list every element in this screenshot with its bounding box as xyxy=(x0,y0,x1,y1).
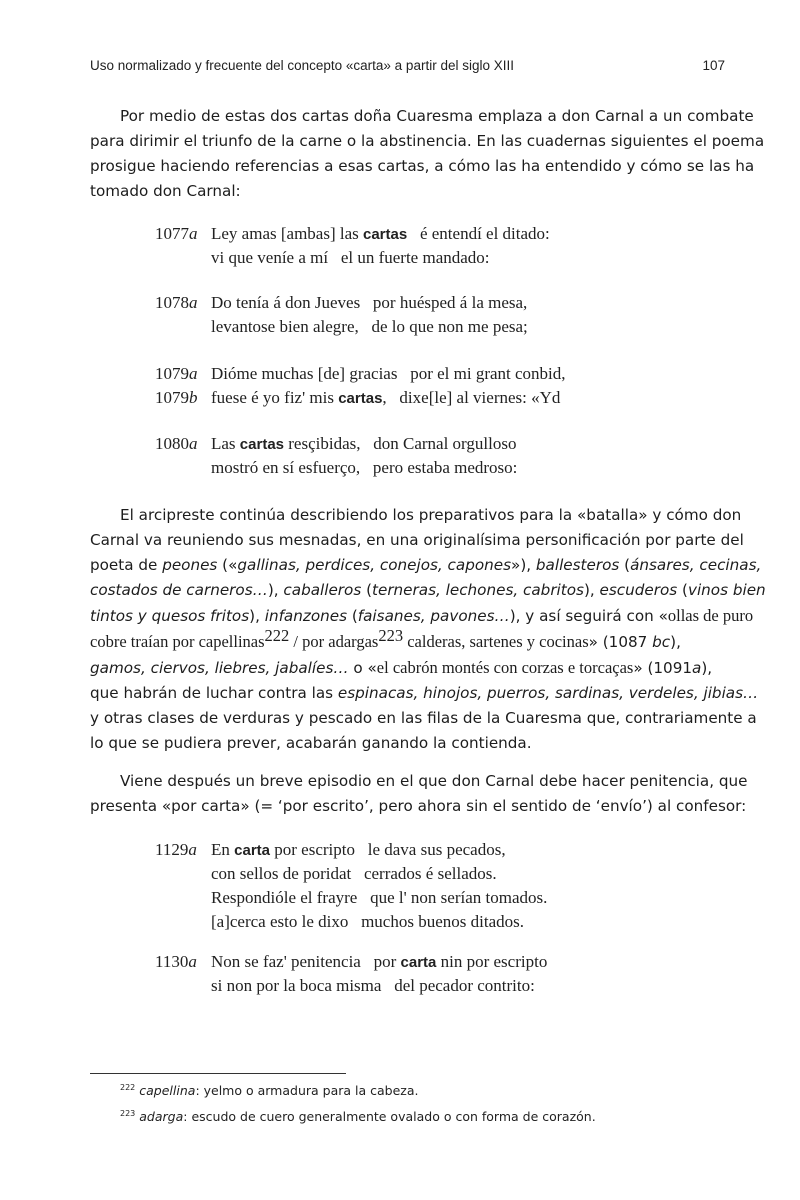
verse-keyword: cartas xyxy=(363,226,408,243)
verse-line: con sellos de poridat cerrados é sellados. xyxy=(211,864,497,883)
verse-1079 xyxy=(155,362,566,410)
footnote-222 xyxy=(120,1083,418,1098)
verse-keyword: cartas xyxy=(239,436,284,453)
footnote-divider xyxy=(90,1073,346,1074)
verse-line: Ley amas [ambas] las xyxy=(211,224,363,243)
footnote-223 xyxy=(120,1109,596,1124)
verse-line: Las xyxy=(211,434,240,453)
verse-1077 xyxy=(155,222,550,270)
footnote-term: adarga xyxy=(139,1109,184,1124)
verse-1129 xyxy=(155,838,547,934)
verse-number: 1078a xyxy=(155,293,198,312)
verse-number: 1080a xyxy=(155,434,198,453)
paragraph-line: que habrán de luchar contra las espinacas, hinojos, puerros, sardinas, verdeles, jibias… xyxy=(90,684,759,702)
footnote-number: 222 xyxy=(120,1082,136,1092)
verse-1130 xyxy=(155,950,547,998)
verse-line: nin por escripto xyxy=(436,952,548,971)
running-head xyxy=(90,58,725,78)
footnote-term: capellina xyxy=(139,1083,196,1098)
verse-line: , dixe[le] al viernes: «Yd xyxy=(382,388,561,407)
verse-number: 1079b xyxy=(155,388,198,407)
paragraph-line: prosigue haciendo referencias a esas cartas, a cómo las ha entendido y cómo se las ha xyxy=(90,157,755,175)
paragraph-line: Por medio de estas dos cartas doña Cuaresma emplaza a don Carnal a un combate xyxy=(120,107,754,125)
verse-keyword: carta xyxy=(400,954,437,971)
verse-line: resçibidas, don Carnal orgulloso xyxy=(284,434,517,453)
verse-number: 1130a xyxy=(155,952,197,971)
paragraph-3 xyxy=(90,769,748,819)
paragraph-line: Viene después un breve episodio en el que don Carnal debe hacer penitencia, que xyxy=(120,772,748,790)
paragraph-line: cobre traían por capellinas$^{222}$ / por adargas$^{223}$ calderas, sartenes y cocinas» (1087 bc), xyxy=(90,625,681,651)
verse-line: En xyxy=(211,840,235,859)
paragraph-line: y otras clases de verduras y pescado en las filas de la Cuaresma que, contrariamente a xyxy=(90,709,757,727)
paragraph-line: tintos y quesos fritos), infanzones (faisanes, pavones…), y así seguirá con «ollas de puro xyxy=(90,606,754,625)
verse-line: Dióme muchas [de] gracias por el mi grant conbid, xyxy=(211,364,566,383)
verse-line: levantose bien alegre, de lo que non me pesa; xyxy=(211,317,528,336)
verse-line: Non se faz' penitencia por xyxy=(211,952,401,971)
verse-keyword: carta xyxy=(234,842,270,859)
verse-line: Respondióle el frayre que l' non serían tomados. xyxy=(211,888,548,907)
verse-1078 xyxy=(155,291,528,339)
footnote-number: 223 xyxy=(120,1108,136,1118)
verse-number: 1129a xyxy=(155,840,197,859)
verse-1080 xyxy=(155,432,517,480)
verse-line: [a]cerca esto le dixo muchos buenos ditados. xyxy=(211,912,524,931)
footnote-text: : yelmo o armadura para la cabeza. xyxy=(195,1083,419,1098)
paragraph-line: El arcipreste continúa describiendo los preparativos para la «batalla» y cómo don xyxy=(120,506,742,524)
verse-line: por escripto le dava sus pecados, xyxy=(270,840,506,859)
page-number: 107 xyxy=(702,58,725,73)
paragraph-line: Carnal va reuniendo sus mesnadas, en una originalísima personificación por parte del xyxy=(90,531,744,549)
verse-line: é entendí el ditado: xyxy=(407,224,550,243)
paragraph-line: tomado don Carnal: xyxy=(90,182,241,200)
paragraph-1 xyxy=(90,104,765,204)
verse-keyword: cartas xyxy=(338,390,383,407)
verse-line: mostró en sí esfuerço, pero estaba medroso: xyxy=(211,458,518,477)
verse-line: fuese é yo fiz' mis xyxy=(211,388,339,407)
footnote-ref: 222 xyxy=(264,625,290,645)
verse-line: si non por la boca misma del pecador contrito: xyxy=(211,976,535,995)
footnote-ref: 223 xyxy=(378,625,404,645)
paragraph-line: presenta «por carta» (= ‘por escrito’, pero ahora sin el sentido de ‘envío’) al confesor: xyxy=(90,797,747,815)
verse-number: 1079a xyxy=(155,364,198,383)
verse-line: Do tenía á don Jueves por huésped á la mesa, xyxy=(211,293,528,312)
verse-number: 1077a xyxy=(155,224,198,243)
verse-line: vi que veníe a mí el un fuerte mandado: xyxy=(211,248,490,267)
running-title: Uso normalizado y frecuente del concepto «carta» a partir del siglo XIII xyxy=(90,58,514,73)
paragraph-2 xyxy=(90,503,766,756)
paragraph-line: lo que se pudiera prever, acabarán ganando la contienda. xyxy=(90,734,532,752)
footnote-text: : escudo de cuero generalmente ovalado o con forma de corazón. xyxy=(183,1109,596,1124)
paragraph-line: gamos, ciervos, liebres, jabalíes… o «el cabrón montés con corzas e torcaças» (1091a), xyxy=(90,658,713,677)
paragraph-line: costados de carneros…), caballeros (terneras, lechones, cabritos), escuderos (vinos bien xyxy=(90,581,766,599)
paragraph-line: poeta de peones («gallinas, perdices, conejos, capones»), ballesteros (ánsares, cecinas, xyxy=(90,556,762,574)
paragraph-line: para dirimir el triunfo de la carne o la abstinencia. En las cuadernas siguientes el poema xyxy=(90,132,765,150)
